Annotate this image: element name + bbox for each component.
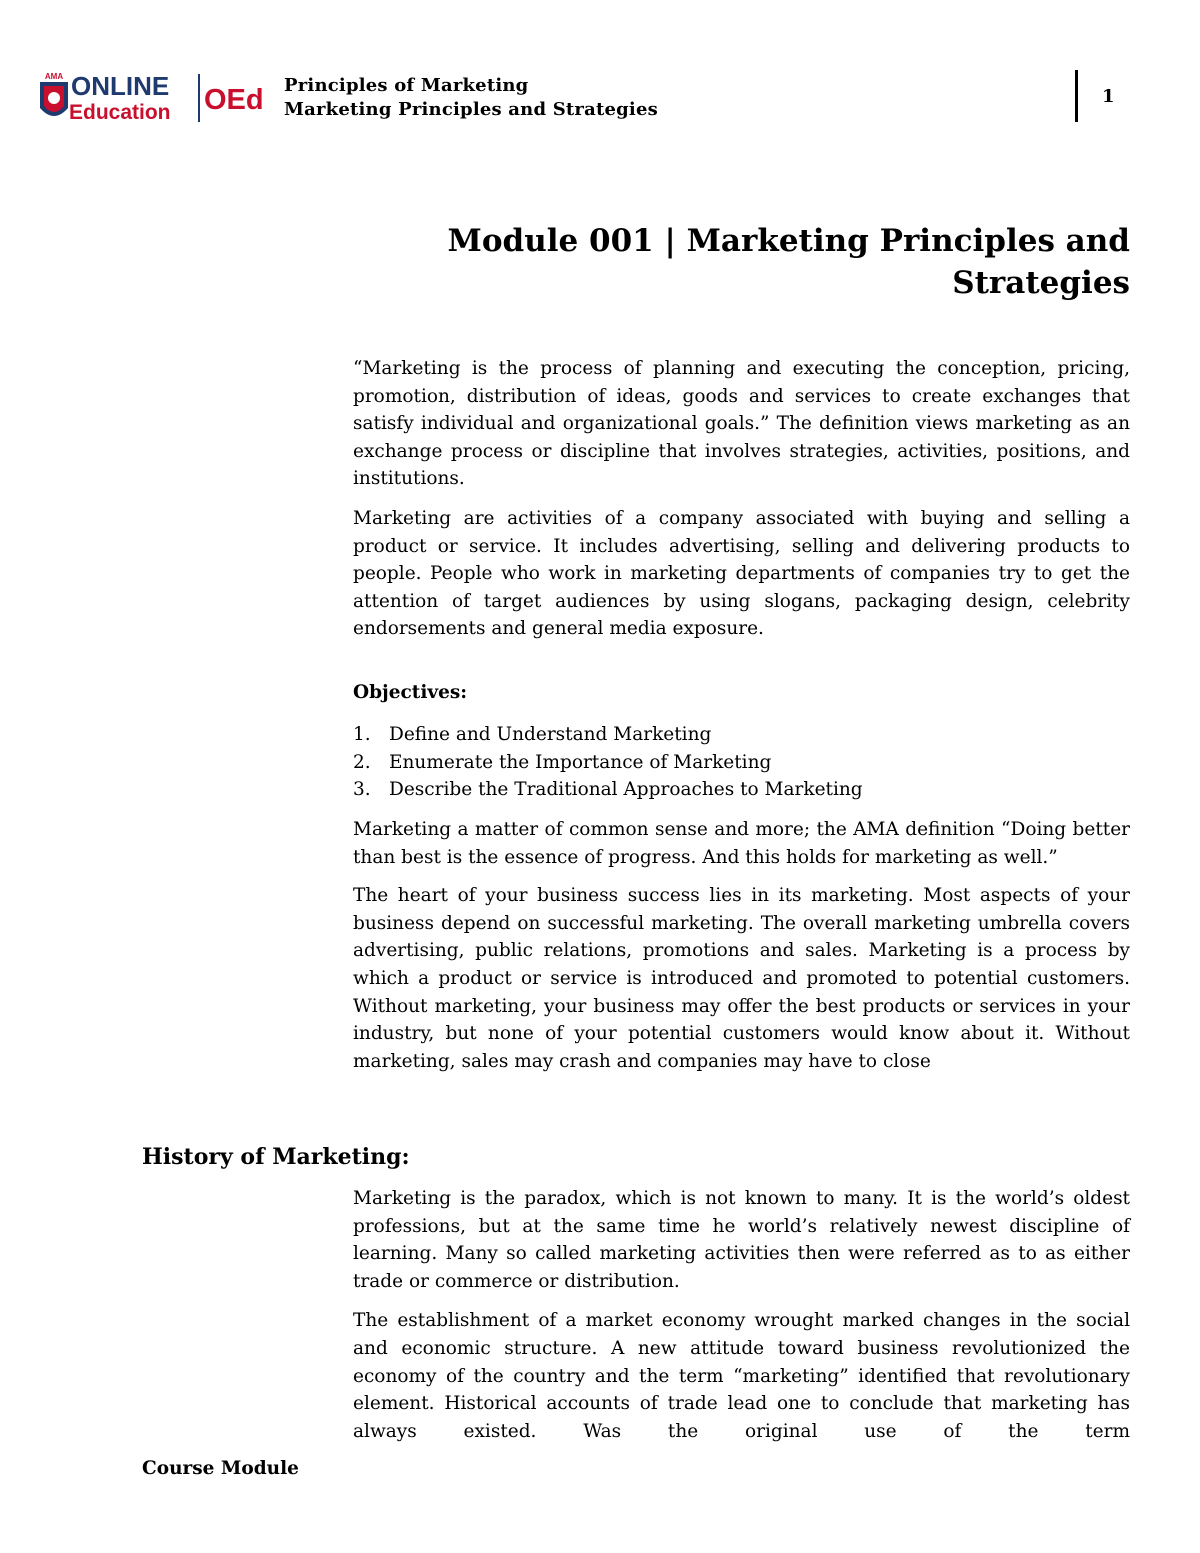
objective-number: 3. <box>353 779 371 801</box>
module-title-line1: Module 001 | Marketing Principles and <box>447 223 1130 259</box>
objective-item <box>353 776 863 804</box>
objective-item <box>353 721 863 749</box>
importance-block <box>353 816 1130 1075</box>
page-number: 1 <box>1102 86 1115 107</box>
module-title-line2: Strategies <box>952 265 1130 301</box>
paragraph-activities: Marketing are activities of a company associated with buying and selling a product or service. It includes advertising, selling and delivering products to people. People who work in marketing departments of companies try to get the attention of target audiences by using slogans, packaging design, celebrity endorsements and general media exposure. <box>353 507 1130 640</box>
intro-block <box>353 355 1130 643</box>
online-education-logo <box>38 68 274 128</box>
header-subtitle: Marketing Principles and Strategies <box>284 99 658 120</box>
objective-text: Describe the Traditional Approaches to Marketing <box>389 779 863 801</box>
history-block <box>353 1185 1130 1445</box>
footer-course-module: Course Module <box>142 1458 299 1479</box>
objective-item <box>353 749 863 777</box>
paragraph-paradox: Marketing is the paradox, which is not known to many. It is the world’s oldest professions, but at the same time he world’s relatively newest discipline of learning. Many so called marketing activities then were referred as to as either trade or commerce or distribution. <box>353 1188 1130 1292</box>
logo-education-text: Education <box>69 101 171 124</box>
objective-text: Define and Understand Marketing <box>389 724 712 745</box>
header-course: Principles of Marketing <box>284 75 529 96</box>
objective-number: 2. <box>353 751 371 773</box>
header-text <box>284 74 658 122</box>
seal-text: AMA <box>44 72 64 81</box>
objective-number: 1. <box>353 724 371 745</box>
objective-text: Enumerate the Importance of Marketing <box>389 751 772 773</box>
objectives-heading: Objectives: <box>353 682 468 703</box>
logo-oed-text: OEd <box>204 84 264 116</box>
paragraph-market-economy: The establishment of a market economy wrought marked changes in the social and economic structure. A new attitude toward business revolutionized the economy of the country and the term “marketing” identified that revolutionary element. Historical accounts of trade lead one to conclude that marketing has always existed. Was the original use of the term <box>353 1310 1130 1442</box>
logo-online-text: ONLINE <box>71 71 170 101</box>
paragraph-ama-definition: Marketing a matter of common sense and more; the AMA definition “Doing better than best is the essence of progress. And this holds for marketing as well.” <box>353 819 1130 868</box>
paragraph-definition: “Marketing is the process of planning and executing the conception, pricing, promotion, distribution of ideas, goods and services to create exchanges that satisfy individual and organizational goals.” The definition views marketing as an exchange process or discipline that involves strategies, activities, positions, and institutions. <box>353 358 1130 490</box>
module-title <box>430 220 1130 304</box>
paragraph-business-success: The heart of your business success lies in its marketing. Most aspects of your business depend on successful marketing. The overall marketing umbrella covers advertising, public relations, promotions and sales. Marketing is a process by which a product or service is introduced and promoted to potential customers. Without marketing, your business may offer the best products or services in your industry, but none of your potential customers would know about it. Without marketing, sales may crash and companies may have to close <box>353 885 1130 1072</box>
history-heading: History of Marketing: <box>142 1144 410 1170</box>
logo-divider <box>198 74 200 122</box>
ama-seal-icon <box>40 72 68 116</box>
objectives-list <box>353 721 863 804</box>
header-divider <box>1075 70 1078 122</box>
